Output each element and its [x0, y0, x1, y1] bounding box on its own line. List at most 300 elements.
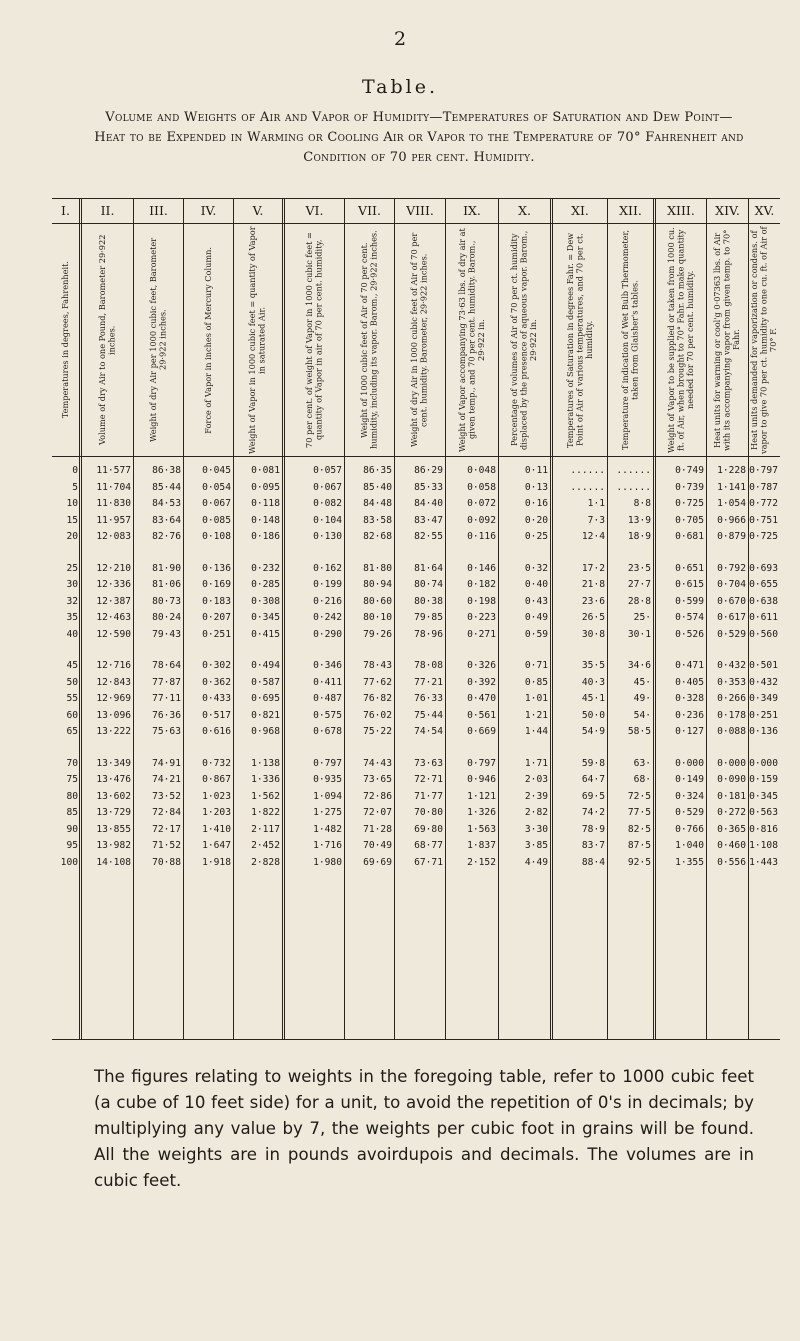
- table-subtitle: Volume and Weights of Air and Vapor of Humidity—Temperatures of Saturation and Dew Point—Heat to be Expended in Warming or Cooling Air or Vapor to the Temperature of 70° Fahrenheit and Condition of 70 per cent. Humidity.: [94, 110, 744, 165]
- table-cell: 73·65: [363, 774, 392, 785]
- table-cell: 0·879: [717, 531, 746, 542]
- table-cell: 0·285: [251, 579, 280, 590]
- table-cell: 73·63: [414, 757, 443, 769]
- table-cell: 0·345: [749, 790, 778, 802]
- table-cell: 0·095: [251, 481, 280, 493]
- table-cell: 0·308: [251, 595, 280, 607]
- table-cell: 0·127: [675, 726, 704, 737]
- table-cell: 69·5: [581, 790, 605, 802]
- table-cell: 0·207: [202, 612, 231, 623]
- table-cell: 54·: [633, 709, 651, 721]
- table-cell: 0·000: [675, 757, 704, 769]
- table-cell: 0·302: [202, 660, 231, 671]
- table-cell: 0·471: [675, 660, 704, 671]
- table-cell: 28·8: [627, 595, 651, 607]
- table-cell: 0·599: [675, 595, 704, 607]
- table-cell: 0·149: [675, 774, 704, 785]
- table-cell: 70·80: [414, 807, 443, 818]
- table-cell: 0·529: [675, 807, 704, 818]
- table-cell: 0·71: [524, 660, 548, 671]
- table-cell: 0·501: [749, 660, 778, 671]
- table-cell: 0·816: [749, 823, 778, 835]
- table-cell: 0·678: [313, 726, 342, 737]
- table-cell: 45·1: [581, 693, 605, 704]
- table-cell: 77·21: [414, 676, 443, 688]
- table-cell: 0·092: [467, 514, 496, 526]
- data-column: [608, 457, 656, 1039]
- table-cell: 32: [66, 595, 78, 607]
- table-cell: 82·68: [363, 531, 392, 542]
- table-cell: 78·96: [414, 628, 443, 640]
- table-cell: 3·85: [524, 840, 548, 851]
- table-cell: 86·29: [414, 465, 443, 476]
- table-cell: 2·152: [467, 856, 496, 868]
- table-cell: 75: [66, 774, 78, 785]
- table-cell: 0·494: [251, 660, 280, 671]
- table-cell: 1·44: [524, 726, 548, 737]
- table-cell: 95: [66, 840, 78, 851]
- table-cell: 0·669: [467, 726, 496, 737]
- table-cell: 77·62: [363, 676, 392, 688]
- table-cell: 12·843: [96, 676, 131, 688]
- table-cell: 78·64: [152, 660, 181, 671]
- table-cell: 0·40: [524, 579, 548, 590]
- table-cell: 0·681: [675, 531, 704, 542]
- column-number: III.: [134, 199, 184, 223]
- table-cell: 60: [66, 709, 78, 721]
- table-cell: 1·837: [467, 840, 496, 851]
- table-cell: 0·556: [717, 856, 746, 868]
- table-cell: 0·178: [717, 709, 746, 721]
- table-cell: 10: [66, 498, 78, 509]
- table-cell: 0·797: [749, 465, 778, 476]
- table-cell: 30: [66, 579, 78, 590]
- table-cell: 87·5: [627, 840, 651, 851]
- column-header: [395, 224, 446, 456]
- table-cell: 0·346: [313, 660, 342, 671]
- table-cell: 70·49: [363, 840, 392, 851]
- table-cell: 0·000: [717, 757, 746, 769]
- table-cell: 72·86: [363, 790, 392, 802]
- table-cell: 0·49: [524, 612, 548, 623]
- table-cell: 0·638: [749, 595, 778, 607]
- table-cell: 0·328: [675, 693, 704, 704]
- table-cell: ......: [570, 481, 605, 493]
- table-cell: 7·3: [587, 514, 605, 526]
- column-header: [446, 224, 499, 456]
- table-cell: 0·655: [749, 579, 778, 590]
- table-cell: 13·729: [96, 807, 131, 818]
- table-cell: 0·082: [313, 498, 342, 509]
- table-cell: 0·13: [524, 481, 548, 493]
- table-cell: 85·40: [363, 481, 392, 493]
- column-header-text: Weight of 1000 cubic feet of Air of 70 per cent. humidity, including its vapor. Barom., 29·922 inches.: [358, 230, 379, 450]
- table-cell: 0·199: [313, 579, 342, 590]
- data-table: [52, 198, 780, 1040]
- table-cell: 11·577: [96, 465, 131, 476]
- table-cell: 0·048: [467, 465, 496, 476]
- table-cell: 1·336: [251, 774, 280, 785]
- table-cell: 72·5: [627, 790, 651, 802]
- column-number: V.: [234, 199, 285, 223]
- table-cell: 1·647: [202, 840, 231, 851]
- column-header: [285, 224, 345, 456]
- table-cell: 0·787: [749, 481, 778, 493]
- table-cell: 0·32: [524, 562, 548, 574]
- table-cell: 1·203: [202, 807, 231, 818]
- table-cell: 76·02: [363, 709, 392, 721]
- column-header: [234, 224, 285, 456]
- table-cell: 69·80: [414, 823, 443, 835]
- table-cell: 1·482: [313, 823, 342, 835]
- data-column: [656, 457, 707, 1039]
- table-cell: 1·01: [524, 693, 548, 704]
- table-cell: 1·410: [202, 823, 231, 835]
- table-cell: 1·228: [717, 465, 746, 476]
- table-cell: 0·43: [524, 595, 548, 607]
- table-cell: 83·58: [363, 514, 392, 526]
- table-cell: 0·057: [313, 465, 342, 476]
- table-cell: 0·000: [749, 757, 778, 769]
- table-cell: 0·162: [313, 562, 342, 574]
- table-cell: 0·725: [749, 531, 778, 542]
- table-cell: 69·69: [363, 856, 392, 868]
- table-cell: 2·828: [251, 856, 280, 868]
- table-cell: 13·476: [96, 774, 131, 785]
- table-cell: 0·349: [749, 693, 778, 704]
- table-cell: 75·63: [152, 726, 181, 737]
- table-cell: 0·223: [467, 612, 496, 623]
- table-cell: 85·44: [152, 481, 181, 493]
- column-number: II.: [82, 199, 134, 223]
- table-cell: 0·232: [251, 562, 280, 574]
- table-cell: 1·562: [251, 790, 280, 802]
- column-header-text: Heat units demanded for vaporization or condens. of vapor to give 70 per ct. humidity to one cu. ft. of Air of 70° F.: [749, 226, 779, 454]
- table-cell: 67·71: [414, 856, 443, 868]
- table-cell: 92·5: [627, 856, 651, 868]
- table-cell: 0·365: [717, 823, 746, 835]
- table-cell: 0·651: [675, 562, 704, 574]
- table-cell: 0·616: [202, 726, 231, 737]
- column-header: [52, 224, 82, 456]
- table-cell: 0·772: [749, 498, 778, 509]
- table-cell: 25·: [633, 612, 651, 623]
- table-cell: 21·8: [581, 579, 605, 590]
- table-cell: 30·8: [581, 628, 605, 640]
- column-number: XIV.: [707, 199, 749, 223]
- table-cell: 58·5: [627, 726, 651, 737]
- table-cell: 35·5: [581, 660, 605, 671]
- column-header: [749, 224, 780, 456]
- table-cell: 0·088: [717, 726, 746, 737]
- table-cell: 76·36: [152, 709, 181, 721]
- table-cell: 0·130: [313, 531, 342, 542]
- table-cell: 81·64: [414, 562, 443, 574]
- table-cell: 18·9: [627, 531, 651, 542]
- table-cell: 80·73: [152, 595, 181, 607]
- table-cell: 0·460: [717, 840, 746, 851]
- table-cell: 78·43: [363, 660, 392, 671]
- table-cell: 0·090: [717, 774, 746, 785]
- table-cell: 0·739: [675, 481, 704, 493]
- table-cell: 0·946: [467, 774, 496, 785]
- table-cell: 12·083: [96, 531, 131, 542]
- table-cell: 0·148: [251, 514, 280, 526]
- table-cell: 0·693: [749, 562, 778, 574]
- data-column: [234, 457, 285, 1039]
- table-cell: 1·21: [524, 709, 548, 721]
- table-cell: 0·362: [202, 676, 231, 688]
- table-cell: 0·749: [675, 465, 704, 476]
- table-cell: 77·5: [627, 807, 651, 818]
- table-cell: 2·117: [251, 823, 280, 835]
- table-cell: 0·432: [717, 660, 746, 671]
- table-cell: 0·517: [202, 709, 231, 721]
- table-cell: 80·74: [414, 579, 443, 590]
- table-cell: 0·470: [467, 693, 496, 704]
- table-cell: 2·82: [524, 807, 548, 818]
- table-cell: 1·980: [313, 856, 342, 868]
- table-cell: 40: [66, 628, 78, 640]
- table-cell: 13·222: [96, 726, 131, 737]
- table-cell: 75·22: [363, 726, 392, 737]
- table-cell: 74·43: [363, 757, 392, 769]
- table-cell: 0·751: [749, 514, 778, 526]
- table-cell: 72·71: [414, 774, 443, 785]
- data-column: [285, 457, 345, 1039]
- table-cell: 0·797: [467, 757, 496, 769]
- table-cell: 90: [66, 823, 78, 835]
- column-header: [707, 224, 749, 456]
- table-cell: 0·405: [675, 676, 704, 688]
- table-cell: 0·587: [251, 676, 280, 688]
- table-cell: 1·121: [467, 790, 496, 802]
- table-cell: 17·2: [581, 562, 605, 574]
- table-cell: 1·71: [524, 757, 548, 769]
- table-cell: 45: [66, 660, 78, 671]
- table-cell: ......: [616, 481, 651, 493]
- table-cell: 3·30: [524, 823, 548, 835]
- table-cell: 85·33: [414, 481, 443, 493]
- table-cell: 1·1: [587, 498, 605, 509]
- table-cell: 68·: [633, 774, 651, 785]
- table-cell: 82·5: [627, 823, 651, 835]
- table-cell: 13·982: [96, 840, 131, 851]
- data-column: [707, 457, 749, 1039]
- table-cell: 79·26: [363, 628, 392, 640]
- table-cell: 34·6: [627, 660, 651, 671]
- table-cell: 100: [60, 856, 78, 868]
- table-cell: 1·023: [202, 790, 231, 802]
- table-cell: 0: [72, 465, 78, 476]
- table-cell: 80: [66, 790, 78, 802]
- table-cell: 1·094: [313, 790, 342, 802]
- table-cell: 1·355: [675, 856, 704, 868]
- table-cell: 0·966: [717, 514, 746, 526]
- table-cell: 14·108: [96, 856, 131, 868]
- column-header-text: Volume of dry Air to one Pound, Barometer 29·922 inches.: [96, 234, 117, 446]
- table-cell: 11·704: [96, 481, 131, 493]
- table-cell: 78·08: [414, 660, 443, 671]
- column-header-text: Weight of Vapor to be supplied or taken from 1000 cu. ft. of Air, when brought to 70° Fahr. to make quantity needed for 70 per cent. humidity.: [665, 227, 695, 453]
- table-cell: ......: [570, 465, 605, 476]
- table-cell: 45·: [633, 676, 651, 688]
- table-cell: 12·463: [96, 612, 131, 623]
- data-column: [749, 457, 780, 1039]
- table-cell: 84·48: [363, 498, 392, 509]
- table-cell: 0·563: [749, 807, 778, 818]
- table-cell: 1·138: [251, 757, 280, 769]
- table-cell: 82·76: [152, 531, 181, 542]
- table-cell: 80·60: [363, 595, 392, 607]
- table-cell: 30·1: [627, 628, 651, 640]
- table-cell: 20: [66, 531, 78, 542]
- table-cell: 74·54: [414, 726, 443, 737]
- table-cell: 76·82: [363, 693, 392, 704]
- table-cell: 0·159: [749, 774, 778, 785]
- table-cell: 0·136: [202, 562, 231, 574]
- table-cell: 74·2: [581, 807, 605, 818]
- table-cell: 26·5: [581, 612, 605, 623]
- table-cell: 74·21: [152, 774, 181, 785]
- table-cell: 0·560: [749, 628, 778, 640]
- column-number: VII.: [345, 199, 395, 223]
- table-cell: 13·349: [96, 757, 131, 769]
- table-cell: 0·054: [202, 481, 231, 493]
- table-cell: 0·183: [202, 595, 231, 607]
- table-cell: 12·387: [96, 595, 131, 607]
- table-cell: 1·326: [467, 807, 496, 818]
- table-cell: 1·822: [251, 807, 280, 818]
- table-cell: 23·5: [627, 562, 651, 574]
- table-cell: 0·116: [467, 531, 496, 542]
- table-cell: 0·561: [467, 709, 496, 721]
- table-cell: 0·732: [202, 757, 231, 769]
- table-cell: 72·84: [152, 807, 181, 818]
- table-cell: 0·251: [749, 709, 778, 721]
- table-cell: 0·136: [749, 726, 778, 737]
- table-cell: 0·766: [675, 823, 704, 835]
- column-header-text: Temperatures of Saturation in degrees Fahr. = Dew Point of Air of various temperatures, and 70 per ct. humidity.: [564, 232, 594, 448]
- table-cell: 0·415: [251, 628, 280, 640]
- table-cell: 83·47: [414, 514, 443, 526]
- table-cell: 72·17: [152, 823, 181, 835]
- column-header-text: Weight of Vapor in 1000 cubic feet = quantity of Vapor in saturated Air.: [247, 226, 267, 454]
- table-cell: 0·271: [467, 628, 496, 640]
- column-headers-row: [52, 224, 780, 457]
- table-cell: 12·336: [96, 579, 131, 590]
- table-title: Table.: [361, 76, 439, 98]
- table-cell: 35: [66, 612, 78, 623]
- column-header-text: 70 per cent. of weight of Vapor in 1000 cubic feet = quantity of Vapor in air of 70 per cent. humidity.: [303, 232, 324, 448]
- table-cell: 25: [66, 562, 78, 574]
- table-cell: 50: [66, 676, 78, 688]
- table-cell: 27·7: [627, 579, 651, 590]
- table-cell: 71·52: [152, 840, 181, 851]
- table-cell: 70·88: [152, 856, 181, 868]
- table-cell: 76·33: [414, 693, 443, 704]
- table-cell: 1·275: [313, 807, 342, 818]
- data-column: [446, 457, 499, 1039]
- table-cell: 64·7: [581, 774, 605, 785]
- table-cell: 68·77: [414, 840, 443, 851]
- column-number: VI.: [285, 199, 345, 223]
- column-header: [184, 224, 234, 456]
- table-cell: 5: [72, 481, 78, 493]
- table-cell: 13·602: [96, 790, 131, 802]
- table-cell: 0·670: [717, 595, 746, 607]
- table-cell: 0·392: [467, 676, 496, 688]
- table-cell: 0·104: [313, 514, 342, 526]
- column-header: [656, 224, 707, 456]
- table-cell: 86·35: [363, 465, 392, 476]
- table-cell: 80·10: [363, 612, 392, 623]
- table-cell: 0·266: [717, 693, 746, 704]
- table-cell: 71·77: [414, 790, 443, 802]
- column-number: IX.: [446, 199, 499, 223]
- column-header-text: Temperatures in degrees, Fahrenheit.: [59, 261, 70, 419]
- column-number: X.: [499, 199, 553, 223]
- column-number: IV.: [184, 199, 234, 223]
- table-cell: 81·90: [152, 562, 181, 574]
- table-cell: 0·182: [467, 579, 496, 590]
- table-cell: 75·44: [414, 709, 443, 721]
- page-number: 2: [393, 28, 407, 50]
- column-number: XII.: [608, 199, 656, 223]
- table-cell: 0·487: [313, 693, 342, 704]
- column-header-text: Percentage of volumes of Air of 70 per ct. humidity displaced by the presence of aqueous vapor. Barom., 29·922 in.: [509, 230, 539, 450]
- table-cell: 50·0: [581, 709, 605, 721]
- column-number: XIII.: [656, 199, 707, 223]
- table-cell: 0·411: [313, 676, 342, 688]
- table-cell: 4·49: [524, 856, 548, 868]
- column-numbers-row: [52, 199, 780, 224]
- table-cell: 1·141: [717, 481, 746, 493]
- table-cell: 12·4: [581, 531, 605, 542]
- table-cell: 0·821: [251, 709, 280, 721]
- table-cell: 1·054: [717, 498, 746, 509]
- data-column: [52, 457, 82, 1039]
- table-cell: 1·040: [675, 840, 704, 851]
- table-cell: 12·716: [96, 660, 131, 671]
- column-number: XI.: [553, 199, 608, 223]
- column-number: I.: [52, 199, 82, 223]
- table-cell: 73·52: [152, 790, 181, 802]
- table-cell: 0·216: [313, 595, 342, 607]
- table-cell: 80·94: [363, 579, 392, 590]
- table-cell: 0·704: [717, 579, 746, 590]
- table-cell: 77·87: [152, 676, 181, 688]
- table-cell: 0·705: [675, 514, 704, 526]
- data-column: [134, 457, 184, 1039]
- table-cell: 11·957: [96, 514, 131, 526]
- column-header: [134, 224, 184, 456]
- table-cell: 88·4: [581, 856, 605, 868]
- table-cell: 2·452: [251, 840, 280, 851]
- table-cell: 0·353: [717, 676, 746, 688]
- table-cell: 0·968: [251, 726, 280, 737]
- table-cell: 1·716: [313, 840, 342, 851]
- table-cell: 0·181: [717, 790, 746, 802]
- table-cell: 65: [66, 726, 78, 737]
- table-cell: 0·529: [717, 628, 746, 640]
- table-cell: 0·575: [313, 709, 342, 721]
- table-cell: 13·855: [96, 823, 131, 835]
- table-cell: 1·563: [467, 823, 496, 835]
- table-cell: 80·38: [414, 595, 443, 607]
- table-cell: 0·081: [251, 465, 280, 476]
- table-cell: 40·3: [581, 676, 605, 688]
